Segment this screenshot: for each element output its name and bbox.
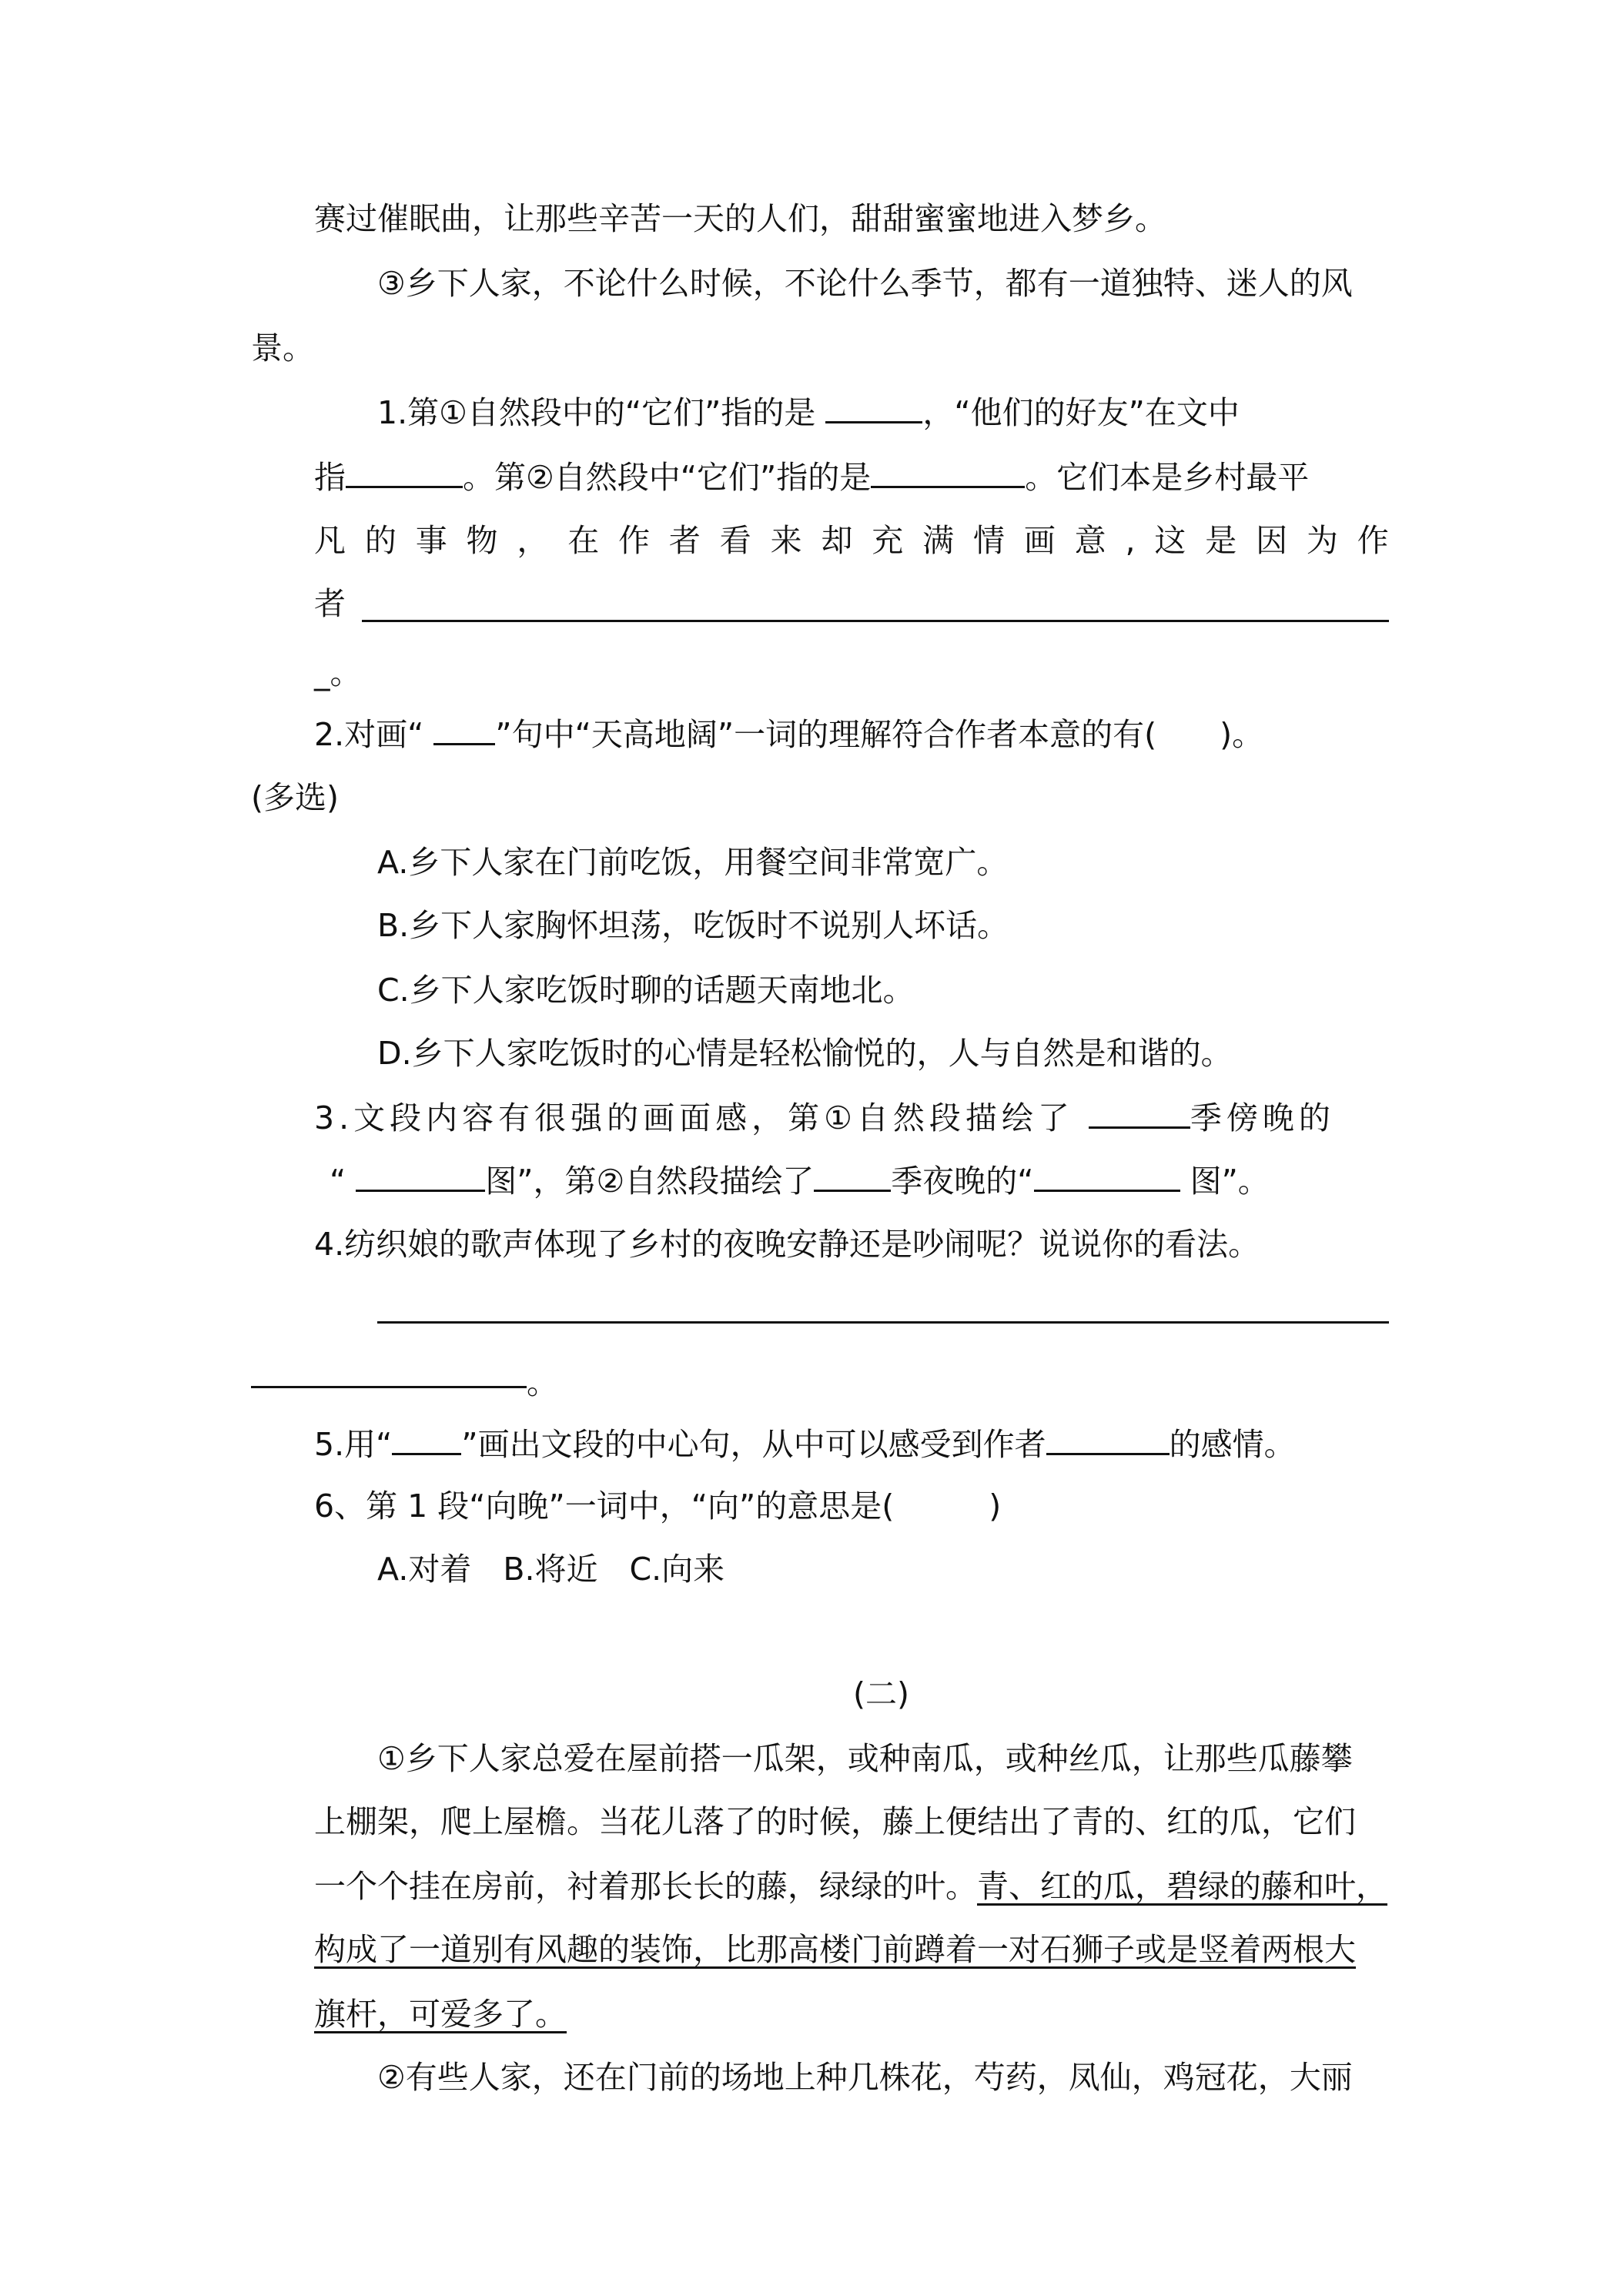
- q1-char: 作: [618, 522, 651, 559]
- answer-blank-3c[interactable]: [814, 1160, 891, 1192]
- q1-char: 情: [972, 522, 1005, 559]
- question-3-text-f: 图”。: [1180, 1163, 1270, 1200]
- q1-char: 凡: [314, 522, 346, 559]
- q1-char: 事: [415, 522, 447, 559]
- q1-char: 因: [1256, 522, 1288, 559]
- question-4-end: 。: [527, 1364, 558, 1401]
- q1-char: ，: [517, 522, 549, 559]
- passage-2-line-3: [314, 1865, 1387, 1908]
- passage-2-line-2: 上棚架，爬上屋檐。当花儿落了的时候，藤上便结出了青的、红的瓜，它们: [314, 1803, 1356, 1840]
- question-1-text-d: 。第②自然段中“它们”指的是: [463, 459, 872, 496]
- passage-2-para-2-line-1: ②有些人家，还在门前的场地上种几株花，芍药，凤仙，鸡冠花，大丽: [377, 2059, 1353, 2096]
- question-1-line-2: [314, 456, 1309, 499]
- underlined-sentence: 青、红的瓜，碧绿的藤和叶，: [977, 1868, 1387, 1905]
- question-1-line-4: 者: [314, 585, 346, 622]
- question-2-line-2: (多选): [251, 779, 339, 816]
- q1-char: 是: [1205, 522, 1237, 559]
- q1-char: 这: [1154, 522, 1186, 559]
- answer-line-1[interactable]: [362, 620, 1389, 622]
- answer-blank-2[interactable]: [433, 714, 495, 745]
- answer-blank-1a[interactable]: [825, 392, 922, 423]
- answer-line-4a[interactable]: [377, 1321, 1389, 1324]
- q1-char: 物: [466, 522, 498, 559]
- question-3-line-1: [314, 1096, 1335, 1140]
- answer-blank-1b[interactable]: [346, 457, 463, 488]
- q1-char: 画: [1023, 522, 1056, 559]
- question-2-option-c: C.乡下人家吃饭时聊的话题天南地北。: [377, 972, 915, 1009]
- q1-char: 却: [821, 522, 853, 559]
- q1-char: 者: [668, 522, 701, 559]
- q1-char: 意: [1074, 522, 1106, 559]
- q1-char: 来: [770, 522, 802, 559]
- q1-char: ,: [1125, 522, 1136, 559]
- answer-blank-1c[interactable]: [871, 457, 1025, 488]
- question-2-line-1: [314, 713, 1263, 756]
- question-2-option-b: B.乡下人家胸怀坦荡，吃饭时不说别人坏话。: [377, 907, 1009, 944]
- q1-char: 作: [1357, 522, 1389, 559]
- q1-char: 充: [872, 522, 904, 559]
- answer-blank-5b[interactable]: [1046, 1424, 1170, 1455]
- question-3-text-d: 图”，第②自然段描绘了: [485, 1163, 815, 1200]
- question-1-text-e: 。它们本是乡村最平: [1025, 459, 1310, 496]
- question-6-text: 6、第 1 段“向晚”一词中，“向”的意思是( ): [314, 1488, 1002, 1525]
- paragraph-3-line-2: 景。: [251, 330, 314, 366]
- question-5-text-a: 5.用“: [314, 1426, 393, 1463]
- section-heading: (二): [853, 1675, 909, 1712]
- question-3-text-b: 季傍晚的: [1190, 1099, 1335, 1136]
- answer-blank-3d[interactable]: [1034, 1160, 1180, 1192]
- passage-2-text: 一个个挂在房前，衬着那长长的藤，绿绿的叶。: [314, 1868, 977, 1905]
- question-2-text-b: ”句中“天高地阔”一词的理解符合作者本意的有( )。: [495, 716, 1264, 753]
- passage-2-line-1: ①乡下人家总爱在屋前搭一瓜架，或种南瓜，或种丝瓜，让那些瓜藤攀: [377, 1740, 1353, 1777]
- question-5-text-c: 的感情。: [1169, 1426, 1296, 1463]
- question-1-line-1: [377, 391, 1240, 434]
- q1-char: 的: [364, 522, 397, 559]
- question-5-text: [314, 1423, 1296, 1466]
- passage-2-line-4-underlined: 构成了一道别有风趣的装饰，比那高楼门前蹲着一对石狮子或是竖着两根大: [314, 1931, 1356, 1968]
- q1-char: 满: [922, 522, 955, 559]
- question-2-option-a: A.乡下人家在门前吃饭，用餐空间非常宽广。: [377, 844, 1009, 881]
- question-1-text-b: ，“他们的好友”在文中: [922, 394, 1240, 431]
- q1-char: 在: [567, 522, 600, 559]
- question-1-line-5: _。: [314, 654, 362, 691]
- paragraph-continuation: 赛过催眠曲，让那些辛苦一天的人们，甜甜蜜蜜地进入梦乡。: [314, 200, 1166, 237]
- question-4-text: 4.纺织娘的歌声体现了乡村的夜晚安静还是吵闹呢？说说你的看法。: [314, 1226, 1260, 1263]
- question-5-text-b: ”画出文段的中心句，从中可以感受到作者: [461, 1426, 1046, 1463]
- q1-char: 看: [719, 522, 751, 559]
- question-3-line-2: [330, 1160, 1270, 1203]
- passage-2-line-5-underlined: 旗杆，可爱多了。: [314, 1996, 567, 2033]
- answer-blank-3b[interactable]: [356, 1160, 485, 1192]
- question-3-text-e: 季夜晚的“: [891, 1163, 1034, 1200]
- question-6-options: A.对着 B.将近 C.向来: [377, 1551, 725, 1588]
- question-1-text-c: 指: [314, 459, 346, 496]
- question-2-option-d: D.乡下人家吃饭时的心情是轻松愉悦的，人与自然是和谐的。: [377, 1035, 1233, 1072]
- answer-blank-5a[interactable]: [392, 1424, 461, 1455]
- answer-blank-3a[interactable]: [1089, 1097, 1190, 1129]
- question-2-text-a: 2.对画“: [314, 716, 434, 753]
- question-3-text-a: 3.文段内容有很强的画面感，第①自然段描绘了: [314, 1099, 1089, 1136]
- q1-char: 为: [1306, 522, 1338, 559]
- question-1-text-a: 1.第①自然段中的“它们”指的是: [377, 394, 826, 431]
- answer-line-4b[interactable]: [251, 1386, 527, 1388]
- paragraph-3-line-1: ③乡下人家，不论什么时候，不论什么季节，都有一道独特、迷人的风: [377, 265, 1353, 302]
- question-1-line-3: [314, 519, 1389, 562]
- question-3-text-c: “: [330, 1163, 356, 1200]
